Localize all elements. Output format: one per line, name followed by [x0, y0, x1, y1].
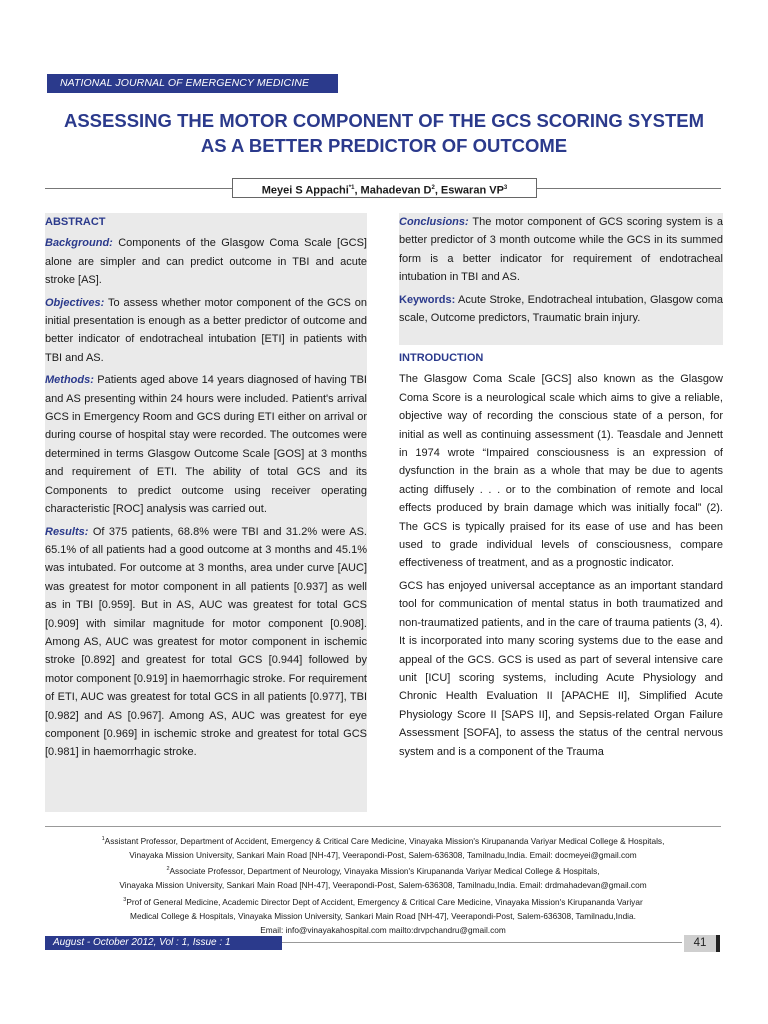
results-label: Results: — [45, 525, 89, 538]
methods-label: Methods: — [45, 374, 94, 387]
page-number: 41 — [684, 935, 716, 952]
abstract-objectives — [45, 294, 367, 368]
page-marker — [716, 935, 720, 952]
journal-banner — [47, 74, 338, 93]
abstract-background — [45, 234, 367, 289]
author-2-affiliation: 2 — [431, 185, 435, 191]
abstract-methods — [45, 371, 367, 518]
keywords-text: Acute Stroke, Endotracheal intubation, Glasgow coma scale, Outcome predictors, Traumatic brain injury. — [399, 293, 723, 325]
author-1: Meyei S Appachi — [261, 184, 349, 197]
author-1-affiliation: *1 — [348, 185, 355, 191]
footnote-1-line-2: Vinayaka Mission University, Sankari Main Road [NH-47], Veerapondi-Post, Salem-636308, Tamilnadu,India. Email: docmeyei@gmail.com — [129, 850, 637, 861]
objectives-label: Objectives: — [45, 296, 105, 309]
author-2: , Mahadevan D — [354, 184, 432, 197]
abstract-panel-continued — [399, 213, 723, 345]
footnote-1-text-a: Assistant Professor, Department of Accident, Emergency & Critical Care Medicine, Vinayaka Mission's Kirupananda Variyar Medical College & Hospitals, — [104, 835, 665, 846]
abstract-keywords — [399, 291, 723, 328]
title-line-1: ASSESSING THE MOTOR COMPONENT OF THE GCS SCORING SYSTEM — [63, 110, 705, 131]
issue-info: August - October 2012, Vol : 1, Issue : 1 — [53, 937, 231, 948]
author-3-affiliation: 3 — [503, 185, 508, 191]
keywords-label: Keywords: — [399, 293, 456, 306]
author-list — [232, 178, 537, 198]
background-text: Components of the Glasgow Coma Scale [GCS] alone are simpler and can predict outcome in TBI and acute stroke [AS]. — [45, 237, 367, 287]
footnote-3-line-1 — [45, 893, 721, 909]
footnote-3-marker: 3 — [123, 896, 127, 903]
results-text: Of 375 patients, 68.8% were TBI and 31.2% were AS. 65.1% of all patients had a good outcome at 3 months and 45.1% was intubated. For outcome at 3 months, area under curve [AUC] was greatest for motor component in all patients [0.937] as well as in TBI [0.959]. But in AS, AUC was greatest for total GCS [0.909] with similar magnitude for motor component [0.908]. Among AS, AUC was greatest for motor component in ischemic stroke [0.892] and greatest for total GCS [0.944] followed by motor component [0.919] in haemorrhagic stroke. For requirement of ETI, AUC was greatest for total GCS in all patients [0.977], TBI [0.982] and AS [0.967]. Among AS, AUC was greatest for eye component [0.969] in ischemic stroke and greatest for total GCS [0.981] in haemorrhagic stroke. — [45, 525, 367, 759]
introduction-paragraph-1: The Glasgow Coma Scale [GCS] also known as the Glasgow Coma Score is a neurological scale which aims to give a reliable, objective way of recording the conscious state of a person, for initial as well as continuing assessment (1). Teasdale and Jennett in 1974 wrote “Impaired consciousness is an expression of dysfunction in the brain as a whole that may be due to agents acting diffusely . . . or to the combination of remote and local effects produced by brain damage which was initially focal” (2). The GCS is typically praised for its ease of use and has been used to grade individual levels of consciousness, compare effectiveness of treatment, and as a prognostic indicator. — [399, 373, 723, 570]
introduction-heading: INTRODUCTION — [399, 352, 484, 364]
introduction-section — [399, 349, 723, 765]
conclusions-text: The motor component of GCS scoring system is a better predictor of 3 month outcome while the GCS in its summed form is a better indicator for requirement of endotracheal intubation in TBI and AS. — [399, 216, 723, 284]
footnote-3-text-a: Prof of General Medicine, Academic Director Dept of Accident, Emergency & Critical Care Medicine, Vinayaka Mission's Kirupananda Variyar — [126, 896, 643, 907]
footnote-2-line-1 — [45, 862, 721, 878]
footnote-email: Email: info@vinayakahospital.com mailto:drvpchandru@gmail.com — [260, 925, 506, 936]
abstract-conclusions — [399, 213, 723, 287]
footnote-1-marker: 1 — [101, 836, 105, 842]
journal-name: NATIONAL JOURNAL OF EMERGENCY MEDICINE — [60, 77, 310, 89]
abstract-results — [45, 523, 367, 762]
introduction-paragraph-2: GCS has enjoyed universal acceptance as an important standard tool for communication of mental status in both traumatized and non-traumatized patients, and in the care of trauma patients (3, 4). It is incorporated into many scoring systems due to the ease and appeal of the GCS. GCS is used as part of several intensive care unit [ICU] scoring systems, including Acute Physiology and Chronic Health Evaluation II [APACHE II], Simplified Acute Physiology Score II [SAPS II], and Sepsis-related Organ Failure Assessment [SOFA], to assess the status of the central nervous system and is a component of the Trauma — [399, 579, 723, 758]
footnote-2-marker: 2 — [166, 866, 170, 873]
background-label: Background: — [45, 237, 113, 250]
footer-rule — [282, 942, 682, 943]
article-title — [40, 108, 728, 158]
objectives-text: To assess whether motor component of the GCS on initial presentation is enough as a better predictor of outcome and better indicator of endotracheal intubation [ETI] in patients with TBI and AS. — [45, 296, 367, 364]
issue-banner — [45, 936, 282, 950]
conclusions-label: Conclusions: — [399, 216, 469, 228]
footnote-divider — [45, 826, 721, 827]
abstract-panel — [45, 213, 367, 812]
footnote-1-line-1 — [45, 832, 721, 848]
author-3: , Eswaran VP — [434, 184, 504, 197]
abstract-heading: ABSTRACT — [45, 216, 106, 228]
title-line-2: AS A BETTER PREDICTOR OF OUTCOME — [200, 135, 568, 156]
footnote-2-line-2: Vinayaka Mission University, Sankari Main Road [NH-47], Veerapondi-Post, Salem-636308, Tamilnadu,India. Email: drdmahadevan@gmail.com — [119, 880, 647, 891]
affiliation-footnotes — [45, 832, 721, 937]
methods-text: Patients aged above 14 years diagnosed of having TBI and AS presenting within 24 hours were included. Patient's arrival GCS in Emergency Room and GCS during ETI either on arrival or during course of hospital stay were recorded. The outcomes were determined in terms Glasgow Outcome Scale [GOS] at 3 months and requirement of ETI. The ability of total GCS and its Components to predict outcome using receiver operating characteristic [ROC] analysis was carried out. — [45, 374, 367, 516]
footnote-2-text-a: Associate Professor, Department of Neurology, Vinayaka Mission's Kirupananda Variyar Medical College & Hospitals, — [169, 866, 600, 877]
footnote-3-line-2: Medical College & Hospitals, Vinayaka Mission University, Sankari Main Road [NH-47], Veerapondi-Post, Salem-636308, Tamilnadu,India. — [130, 910, 636, 921]
